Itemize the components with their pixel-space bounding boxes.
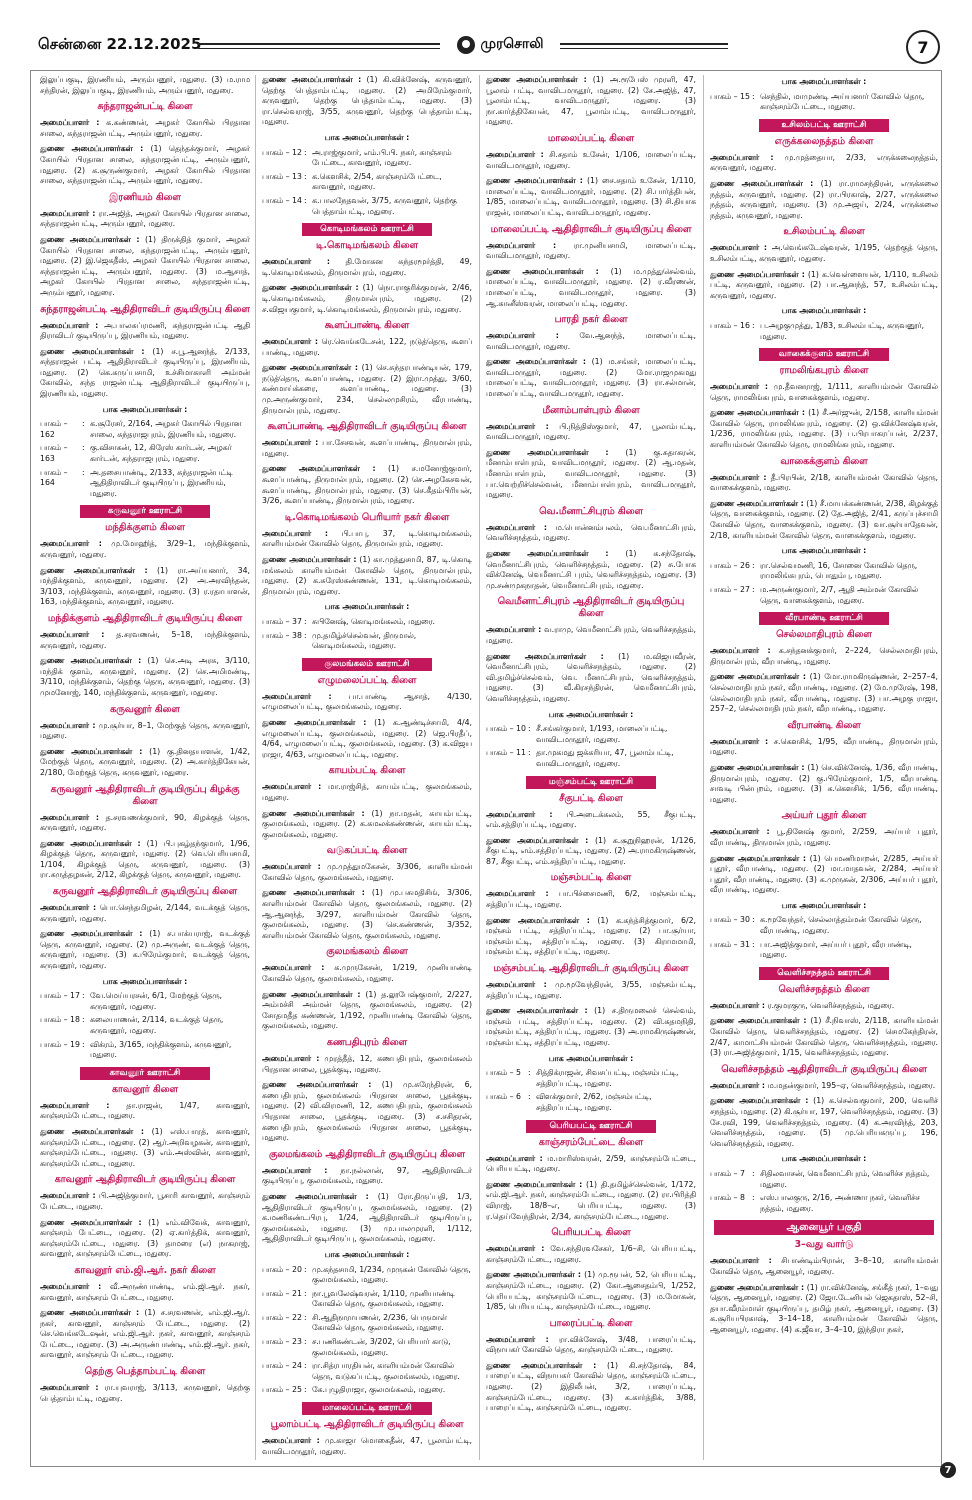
branch-heading: காயம்பட்டி கிளை <box>328 765 406 777</box>
branch-heading: சுந்தராஜன்பட்டி ஆதிதிராவிடர் குடியிருப்பு கிளை <box>40 303 250 315</box>
branch-heading: காவனூர் எம்.ஜி.ஆர். நகர் கிளை <box>74 1264 216 1276</box>
organizer-entry: அமைப்பாளர் : சி.சதாம் உசேன், 1/106, மாலைப்பட்டி, வாவிடமருதூர், மதுரை. <box>486 149 696 170</box>
branch-heading: வாகைக்குளம் கிளை <box>780 455 868 467</box>
branch-heading: மாலைப்பட்டி ஆதிதிராவிடர் குடியிருப்பு கிளை <box>490 223 692 235</box>
branch-heading: பூலாம்பட்டி ஆதிதிராவிடர் குடியிருப்பு கிளை <box>270 1419 464 1431</box>
assistant-entry: துணை அமைப்பாளர்கள் : (1) ம.முத்துசெல்வம், மாலைப்பட்டி, வாவிடமருதூர், மதுரை. (2) ர.வீரணன், மாலைப்பட்டி, வாவிடமருதூர், மதுரை. (3) ஆ.கானீஸ்வரன், மாலைப்பட்டி, மதுரை. <box>486 266 696 308</box>
organizer-entry: அமைப்பாளர் : மு.முத்தையா, 2/33, எருக்கலைநத்தம், கருவனூர், மதுரை. <box>710 152 938 173</box>
branch-heading: கருவனூர் ஆதிதிராவிடர் குடியிருப்பு கிளை <box>52 886 238 898</box>
panchayat-banner: வெளிச்சநத்தம் ஊராட்சி <box>759 967 889 980</box>
booth-row: பாகம் – 12 : அ.ராஜ்குமார், எம்.பி.பி. நகர், காஞ்சரம் பேட்டை, காவனூர், மதுரை. <box>262 147 452 168</box>
booth-heading: பாக அமைப்பாளர்கள் : <box>781 900 867 910</box>
branch-heading: மீனாம்பாள்புரம் கிளை <box>542 404 640 416</box>
booth-row: பாகம் – 8 : எஸ்.பாலகுரு, 2/16, அண்ணா நகர், வெளிச்ச நத்தம், மதுரை. <box>710 1193 920 1213</box>
organizer-entry: அமைப்பாளர் : வே.ஆனந்த், மாலைப்பட்டி, வாவிடமருதூர், மதுரை. <box>486 331 696 351</box>
branch-heading: மஞ்சம்பட்டி கிளை <box>550 872 632 884</box>
organizer-entry: அமைப்பாளர் : மு.தீவனராஜ், 1/111, காளியம்மன் கோவில் தெரு, ராமலிங்கபுரம், வாகைக்குளம், மதுரை. <box>710 382 938 402</box>
branch-heading: கணபதிபுரம் கிளை <box>326 1037 408 1048</box>
booth-row: பாகம் – 20 : மு.கந்தசாமி, 1/234, முருகன் கோவில் தெரு, குலமங்கலம், மதுரை. <box>262 1264 471 1285</box>
assistant-entry: துணை அமைப்பாளர்கள் : (1) கி.சந்தோஷ், 84, பாரைப்பட்டி, விநாயகர் கோவில் தெரு, காஞ்சரம்பேட்டை, மதுரை. (2) இதிலீபன், 3/2, பாரைப்பட்டி, காஞ்சரம்பேட்டை, மதுரை. (3) க.கார்த்திக், 3/88, பாரைப்பட்டி, காஞ்சரம்பேட்டை, மதுரை. <box>486 1360 696 1413</box>
assistant-entry: துணை அமைப்பாளர்கள் : (1) ச.பாக்யராஜ், வடக்குத் தெரு, கருவனூர், மதுரை. (2) மு.அருண், வடக்குத் தெரு, கருவனூர், மதுரை. (3) க.பிரேம்குமார், வடக்குத் தெரு, கருவனூர், மதுரை. <box>40 929 250 971</box>
organizer-entry: அமைப்பாளர் : மா.ராஜ்சித், காயம்பட்டி, குலமங்கலம், மதுரை. <box>262 782 472 802</box>
assistant-entry: துணை அமைப்பாளர்கள் : (1) நா.மதன், காயம்பட்டி, குலமங்கலம், மதுரை. (2) க.கமலக்கண்ணன், காயம்பட்டி, குலமங்கலம், மதுரை. <box>262 808 472 839</box>
assistant-entry: துணை அமைப்பாளர்கள் : (1) க.சூறுநிஹரன், 1/126, சீகுபட்டி, எம்.சத்திரப்பட்டி, மதுரை. (2) அ.ராமகிருஷ்ணன், 87, சீகுபட்டி, எம்.சத்திரப்பட்டி, மதுரை. <box>486 835 696 866</box>
organizer-entry: அமைப்பாளர் : பி.பாபு, 37, டி.கொடிமங்கலம், காளியம்மன் கோவில் தெரு, திருமால்புரம், மதுரை. <box>262 528 472 549</box>
assistant-entry: துணை அமைப்பாளர்கள் : (1) மோ.ராமகிருஷ்ணன், 2–257–4, செல்லமாதிபுரம் நகர், வீரபாண்டி, மதுரை. (2) மே.முரேஷ், 198, செல்லமாதிபுரம் நகர், வீரபாண்டி, மதுரை. (3) பா.அழகு ராஜா, 257–2, செல்லமாதிபுரம் நகர், வீரபாண்டி, மதுரை. <box>710 672 938 714</box>
assistant-entry: துணை அமைப்பாளர்கள் : (1) சை.சதாம் உசேன், 1/110, மாலைப்பட்டி, வாவிடமருதூர், மதுரை. (2) சி.பார்த்திபன், 1/85, மாலைப்பட்டி, வாவிடமருதூர், மதுரை. (3) சி.தியாக ராஜன், மாலைப்பட்டி, வாவிடமருதூர், மதுரை. <box>486 176 696 217</box>
organizer-entry: அமைப்பாளர் : தீ.பிரபின், 2/18, காளியம்மன் கோவில் தெரு, வாகைக்குளம், மதுரை. <box>710 472 938 493</box>
assistant-entry: துணை அமைப்பாளர்கள் : (1) ம.விஜயவீரன், வெமீனாட்சிபுரம், வெளிச்சநத்தம், மதுரை. (2) வி.தமிழ்ச்செல்வம், வெ. மீனாட்சிபுரம், வெளிச்சநத்தம், மதுரை. (3) வீ.கிரசந்திரன், வெமீனாட்சிபுரம், வெளிச்சநத்தம், மதுரை. <box>486 651 696 703</box>
branch-heading: மந்திக்குளம் கிளை <box>105 522 185 534</box>
assistant-entry: துணை அமைப்பாளர்கள் : (1) திருக்தித் குமார், அழகர் கோயில் பிரதான சாலை, சுந்தராஜன்பட்டி, அரும்பனூர், மதுரை. (2) இ.ஜெகதீஸ், அழகர் கோயில் பிரதான சாலை, சுந்தராஜன்பட்டி, அரும்பனூர், மதுரை. (3) ம.ஆசாத், அழகர் கோயில் பிரதான சாலை, சுந்தராஜன்பட்டி, அரும்பனூர், மதுரை. <box>40 234 250 297</box>
organizer-entry: அமைப்பாளர் : க.கண்ணன், அழகர் கோயில் பிரதான சாலை, சுந்தராஜன்பட்டி, அரும்பனூர், மதுரை. <box>40 118 250 138</box>
booth-heading: பாக அமைப்பாளர்கள் : <box>781 77 867 86</box>
assistant-entry: துணை அமைப்பாளர்கள் : (1) க.சந்தோஷ், வெமீனாட்சிபுரம், வெளிச்சநத்தம், மதுரை. (2) சு.போக விக்னேஷ், வெமீனாட்சி புரம், வெளிச்சநத்தம், மதுரை. (3) மு.சண்முகநாதன், வெமீனாட்சிபுரம், மதுரை. <box>486 549 696 590</box>
assistant-entry: துணை அமைப்பாளர்கள் : (1) க.வெள்ளையன், 1/110, உசிலம் பட்டி, கருவனூர், மதுரை. (2) பா.ஆனந்த், 57, உசிலம்பட்டி, கருவனூர், மதுரை. <box>710 269 938 300</box>
branch-heading: கூளப்பாண்டி கிளை <box>324 320 410 332</box>
branch-heading: வடுகப்பட்டி கிளை <box>326 845 408 857</box>
branch-heading: பாரதி நகர் கிளை <box>554 314 628 326</box>
header-date: சென்னை 22.12.2025 <box>38 35 202 53</box>
branch-heading: இரணியம் கிளை <box>109 191 181 203</box>
booth-heading: பாக அமைப்பாளர்கள் : <box>781 546 867 556</box>
assistant-entry: துணை அமைப்பாளர்கள் : (1) கு.தினதயாளன், 1/42, மேற்குத் தெரு, கருவனூர், மதுரை. (2) அ.கார்த்திகேயன், 2/180, மேற்குத் தெரு, கருவனூர், மதுரை. <box>40 746 250 777</box>
booth-row: பாகம் – 15 : செந்தில், மாமுண்டி அய்யனார் கோவில் தெரு, காஞ்சரம்பேட்டை, மதுரை. <box>710 91 925 112</box>
column-2 <box>262 75 472 1460</box>
booth-heading: பாக அமைப்பாளர்கள் : <box>102 976 188 986</box>
panchayat-banner: உசிலம்பட்டி ஊராட்சி <box>759 119 889 132</box>
assistant-entry: துணை அமைப்பாளர்கள் : (1) கு.சுதாகரன், மீனாம்பாள்புரம், வாவிடமருதூர், மதுரை. (2) ஆ.மதன், மீனாம்பாள்புரம், வாவிடமருதூர், மதுரை. (3) பா.வெற்றிச்செல்வன், மீனாம்பாள்புரம், வாவிடமருதூர், மதுரை. <box>486 447 696 500</box>
assistant-entry: துணை அமைப்பாளர்கள் : (1) மு.சுரேந்திரன், 6, கணபதிபுரம், குலமங்கலம் பிரதான சாலை, பூதக்குடி, மதுரை. (2) வி.விரமணி, 12, கணபதிபுரம், குலமங்கலம் பிரதான சாலை, பூதக்குடி, மதுரை. (3) ச.சசிதரன், கணபதிபுரம், குலமங்கலம் பிரதான சாலை, பூதக்குடி, மதுரை. <box>262 1080 472 1143</box>
column-divider <box>479 75 480 1460</box>
organizer-entry: அமைப்பாளர் : க.முருகேசன், 1/219, முனியாண்டி கோவில் தெரு, குலமங்கலம், மதுரை. <box>262 963 472 984</box>
assistant-entry: துணை அமைப்பாளர்கள் : (1) ரா.விக்னேஷ், சங்கீத் நகர், 1–வது தெரு, ஆனையூர், மதுரை. (2) ஜோ.டேனியல் ஜெகதாஸ், 52–சி, தயா.வீரம்மாள் குடியிருப்பு, தமிழ் நகர், ஆனையூர், மதுரை. (3) க.சூரியபிரகாஷ், 3–14–18, காளியம்மன் கோவில் தெரு, ஆனையூர், மதுரை. (4) க.ஜீவா, 3–4–10, இந்திரா நகர், <box>710 1282 938 1334</box>
branch-heading: தெற்கு பெத்தாம்பட்டி கிளை <box>84 1366 206 1378</box>
paper-name: முரசொலி <box>480 36 544 52</box>
booth-row: பாகம் – 14 : க.பாலநேதவன், 3/75, கருவனூர், தெற்கு பெத்தாம்பட்டி, மதுரை. <box>262 195 457 216</box>
panchayat-banner: மஞ்சம்பட்டி ஊராட்சி <box>526 776 656 789</box>
booth-row: பாகம் – 11 : தா.முகமது ஜக்கரியா, 47, பூலாம்பட்டி, வாவிடமருதூர், மதுரை. <box>486 748 674 768</box>
assistant-entry: துணை அமைப்பாளர்கள் : (1) கா.முத்துசாமி, 87, டி.கொடி மங்கலம் காளியம்மன் கோவில் தெரு, திருமால்புரம், மதுரை. (2) க.சுரேஸ்கண்ணன், 131, டி.கொடிமங்கலம், திருமால்புரம், மதுரை. <box>262 555 472 596</box>
booth-row: பாகம் – 16 : ப.அழகுமுத்து, 1/83, உசிலம்பட்டி, கருவனூர், மதுரை. <box>710 320 925 341</box>
assistant-entry: துணை அமைப்பாளர்கள் : (1) சீ.அர்ஜுன், 2/158, காளியம்மன் கோவில் தெரு, ராமலிங்கபுரம், மதுரை. (2) ஒ.விக்னேஷ்வரன், 1/236, ராமலிங்கபுரம், மதுரை. (3) ப.பிரபாகரப்பன், 2/237, காளியம்மன் கோவில் தெரு, ராமலிங்கபுரம், மதுரை. <box>710 408 938 450</box>
organizer-entry: அமைப்பாளர் : வீ.அருண்பாண்டி, எம்.ஜி.ஆர். நகர், காவனூர், காஞ்சரம் பேட்டை, மதுரை. <box>40 1281 250 1302</box>
assistant-entry: துணை அமைப்பாளர்கள் : (1) எம்.விவேக், காவனூர், காஞ்சரம் பேட்டை, மதுரை. (2) ஏ.கார்த்திக், காவனூர், காஞ்சரம்பேட்டை, மதுரை. (3) தாமரை (எ) நாகராஜ், காவனூர், காஞ்சரம்பேட்டை, மதுரை. <box>40 1217 250 1259</box>
assistant-entry: துணை அமைப்பாளர்கள் : (1) ச.திருமலைச் செல்வம், மஞ்சம் பட்டி, சத்திரப்பட்டி, மதுரை. (2) வி.கதமநிதி, மஞ்சம்பட்டி, சத்திரப்பட்டி, மதுரை. (3) அ.ராமகிருஷ்ணன், மஞ்சம்பட்டி, சத்திரப்பட்டி, மதுரை. <box>486 1006 696 1047</box>
branch-heading: குலமங்கலம் கிளை <box>326 946 408 958</box>
branch-heading: வெ.மீனாட்சிபுரம் கிளை <box>539 505 643 517</box>
organizer-entry: அமைப்பாளர் : ரா.முனியசாமி, மாலைப்பட்டி, வாவிடமருதூர், மதுரை. <box>486 240 696 261</box>
assistant-entry: துணை அமைப்பாளர்கள் : (1) சீ.மாயக்கண்ணன், 2/38, கிழக்குத் தெரு, வாகைக்குளம், மதுரை. (2) தே.அஜித், 2/41, கருப்புச்சாமி கோவில் தெரு, வாகைக்குளம், மதுரை. (3) வா.சூர்யாதேவன், 2/18, காளியம்மன் கோவில் தெரு, வாகைக்குளம், மதுரை. <box>710 498 938 540</box>
branch-heading: காவனூர் கிளை <box>112 1083 178 1095</box>
organizer-entry: அமைப்பாளர் : பா.பிச்சைமணி, 6/2, மஞ்சம்பட்டி, சத்திரப்பட்டி, மதுரை. <box>486 889 696 910</box>
branch-heading: கூளப்பாண்டி ஆதிதிராவிடர் குடியிருப்பு கிளை <box>267 421 467 433</box>
assistant-entry: துணை அமைப்பாளர்கள் : (1) தெந்தக்குமார், அழகர் கோயில் பிரதான சாலை, சுந்தராஜன்பட்டி, அரும்பனூர், மதுரை. (2) க.சூருண்குமார், அழகர் கோயில் பிரதான சாலை, சுந்தராஜன்பட்டி, அரும்பனூர், மதுரை. <box>40 144 250 186</box>
branch-heading: கருவனூர் ஆதிதிராவிடர் குடியிருப்பு கிழக்கு கிளை <box>50 783 240 807</box>
branch-heading: வெளிச்சநத்தம் ஆதிதிராவிடர் குடியிருப்பு கிளை <box>721 1063 927 1075</box>
rising-sun-logo-icon <box>457 36 475 54</box>
assistant-entry: துணை அமைப்பாளர்கள் : (1) கி.விக்னேஷ், கருவனூர், தெற்கு பெத்தாம்பட்டி, மதுரை. (2) அமிரேம்குமார், கருவனூர், தெற்கு பெத்தாம்பட்டி, மதுரை. (3) ரா.செல்வராஜ், 3/55, கருவனூர், தெற்கு பெத்தாம்பட்டி, மதுரை. <box>262 75 472 127</box>
organizer-entry: அமைப்பாளர் : பூ.தினேஷ் குமார், 2/259, அய்யர் புதூர், வீரபாண்டி, திருமால்புரம், மதுரை. <box>710 827 938 847</box>
booth-row: பாகம் – 5 : சித்திக்ராஜன், சிவசப்பட்டி, மஞ்சம்பட்டி, சத்திரப்பட்டி, மதுரை. <box>486 1068 679 1088</box>
branch-heading: உசிலம்பட்டி கிளை <box>783 226 865 238</box>
branch-heading: மாலைப்பட்டி கிளை <box>547 132 635 144</box>
booth-row: பாகம் – 10 : சீ.சங்கர்குமார், 1/193, மாலைப்பட்டி, வாவிடமருதூர், மதுரை. <box>486 724 668 744</box>
branch-heading: ராமலிங்கபுரம் கிளை <box>779 365 869 377</box>
booth-heading: பாக அமைப்பாளர்கள் : <box>548 1053 634 1063</box>
panchayat-banner: மாலைப்பட்டி ஊராட்சி <box>302 1402 432 1415</box>
booth-row: பாகம் – 23 : ச.பணிகண்டன், 3/202, பெரியார் காடு, குலமங்கலம், மதுரை. <box>262 1337 451 1357</box>
column-divider <box>703 75 704 1460</box>
page-number-badge: 7 <box>906 30 940 64</box>
branch-heading: வெளிச்சநத்தம் கிளை <box>778 983 870 995</box>
assistant-entry: துணை அமைப்பாளர்கள் : (1) ச.சரவணன், எம்.ஜி.ஆர். நகர், காவனூர், காஞ்சரம் பேட்டை, மதுரை. (2) செ.வெங்கடேஷன், எம்.ஜி.ஆர். நகர், காவனூர், காஞ்சரம் பேட்டை, மதுரை. (3) அ.அருண்பாண்டி, எம்.ஜி.ஆர். நகர், காவனூர், காஞ்சரம் பேட்டை, மதுரை. <box>40 1308 250 1360</box>
assistant-entry: துணை அமைப்பாளர்கள் : (1) ச.மனோஜ்குமார், கூளப்பாண்டி, திருமால்புரம், மதுரை. (2) செ.அழகேசவன், கூளப்பாண்டி, திருமால்புரம், மதுரை. (3) செ.கீதம்பிரியன், 3/26, கூளப்பாண்டி, திருமால்புரம், மதுரை. <box>262 464 472 506</box>
assistant-entry: துணை அமைப்பாளர்கள் : (1) த.லூபேஷ்குமார், 2/227, அம்மச்சி அம்மன் தெரு, குலமங்கலம், மதுரை. (2) சோதமதீத கண்ணன், 1/192, முனியாண்டி கோவில் தெரு, குலமங்கலம், மதுரை. <box>262 989 472 1031</box>
organizer-entry: அமைப்பாளர் : மு.மூவேந்திரன், 3/55, மஞ்சம்பட்டி, சத்திரப்பட்டி, மதுரை. <box>486 980 696 1000</box>
booth-row: பாகம் – 18 : கலையாணன், 2/114, வடக்குத் தெரு, கருவனூர், மதுரை. <box>40 1015 224 1035</box>
assistant-entry: துணை அமைப்பாளர்கள் : (1) ரா.ராமசந்திரன், எருக்கலை நத்தம், கருவனூர், மதுரை. (2) ரா.பிரகாஷ், 2/27, எருக்கலை நத்தம், கருவனூர், மதுரை. (3) மு.அஜய், 2/24, எருக்கலை நத்தம், கருவனூர், மதுரை. <box>710 178 938 220</box>
organizer-entry: அமைப்பாளர் : பொ.செந்தமிழன், 2/144, வடக்குத் தெரு, கருவனூர், மதுரை. <box>40 903 250 923</box>
booth-row: பாகம் – 13 : க.கெளசிக், 2/54, காஞ்சரம்பேட்டை, காவனூர், மதுரை. <box>262 171 442 192</box>
assistant-entry: துணை அமைப்பாளர்கள் : (1) மு.பசுமதிசிங், 3/306, காளியம்மன் கோவில் தெரு, குலமங்கலம், மதுரை. (2) ஆ.ஆனந்த், 3/297, காளியம்மன் கோவில் தெரு, குலமங்கலம், மதுரை. (3) செ.கண்ணன், 3/352, காளியம்மன் கோவில் தெரு, குலமங்கலம், மதுரை. <box>262 888 472 940</box>
booth-row: பாகம் – 27 : ம.அருண்குமார், 2/7, ஆதி அம்மன் கோவில் தெரு, வாகைக்குளம், மதுரை. <box>710 585 919 605</box>
column-1 <box>40 75 250 1460</box>
assistant-entry: துணை அமைப்பாளர்கள் : (1) ம.சங்கர், மாலைப்பட்டி, வாவிடமருதூர், மதுரை. (2) மோ.ராஜமுகமது மாலைப்பட்டி, வாவிடமருதூர், மதுரை. (3) ரா.சல்மான், மாலைப்பட்டி, வாவிடமருதூர், மதுரை. <box>486 357 696 399</box>
booth-heading: பாக அமைப்பாளர்கள் : <box>548 709 634 719</box>
organizer-entry: அமைப்பாளர் : பி.அஜித்குமார், பூசாரி காவனூர், காஞ்சரம் பேட்டை, மதுரை. <box>40 1191 250 1211</box>
assistant-entry: துணை அமைப்பாளர்கள் : (1) அ.ரூபேஸ் முரளி, 47, பூலாம் பட்டி, வாவிடமருதூர், மதுரை. (2) சே.அஜித், 47, பூலாம்பட்டி, வாவிடமருதூர், மதுரை. (3) நா.கார்த்திகேயன், 47, பூலாம்பட்டி, வாவிடமருதூர், மதுரை. <box>486 75 696 127</box>
booth-row: பாகம் – 7 : சிதிலவாசன், வெமீனாட்சிபுரம், வெளிச்ச நத்தம், மதுரை. <box>710 1168 930 1189</box>
column-4 <box>710 75 938 1460</box>
assistant-entry: துணை அமைப்பாளர்கள் : (1) பெமணிமாறன், 2/285, அய்யர் புதூர், வீரபாண்டி, மதுரை. (2) மா.மாதவன், 2/284, அய்யர் புதூர், வீரபாண்டி, மதுரை. (3) க.முருகன், 2/306, அய்யர் புதூர், வீரபாண்டி, மதுரை. <box>710 853 938 895</box>
organizer-entry: அமைப்பாளர் : ம.மதன்குமார், 195–ஏ, வெளிச்சநத்தம், மதுரை. <box>710 1080 936 1090</box>
organizer-entry: அமைப்பாளர் : சிபாண்டிம்பிரான், 3–8–10, காளியம்மன் கோவில் தெரு, ஆனையூர், மதுரை. <box>710 1256 938 1276</box>
organizer-entry: அமைப்பாளர் : முரத்தீத், 12, கணபதிபுரம், குலமங்கலம் பிரதான சாலை, பூதக்குடி, மதுரை. <box>262 1054 472 1074</box>
ward-heading: 3–வது வார்டு <box>794 1239 854 1251</box>
branch-heading: வீரபாண்டி கிளை <box>787 719 861 731</box>
booth-row: பாகம் – 6 : விளக்குமார், 2/62, மஞ்சம்பட்டி, சத்திரப்பட்டி, மதுரை. <box>486 1092 652 1112</box>
panchayat-banner: பெரியபட்டி ஊராட்சி <box>526 1120 656 1133</box>
booth-heading: பாக அமைப்பாளர்கள் : <box>324 132 410 142</box>
organizer-entry: அமைப்பாளர் : ரா.விக்னேஷ், 3/48, பாரைப்பட்டி, விநாயகர் கோவில் தெரு, காஞ்சரம்பேட்டை, மதுரை. <box>486 1334 696 1355</box>
assistant-entry: துணை அமைப்பாளர்கள் : (1) செ.விக்னேஷ், 1/36, வீரபாண்டி, திருமால்புரம், மதுரை. (2) கு.பிரேம்குமார், 1/5, வீரபாண்டி சாவடி பின்புறம், மதுரை. (3) க.கௌசிக், 1/56, வீரபாண்டி, மதுரை. <box>710 762 938 804</box>
assistant-entry: துணை அமைப்பாளர்கள் : (1) நொ.ராகுரிக்குமரன், 2/46, டி.கொடிமங்கலம், திருமால்புரம், மதுரை. (2) ச.விஜயகுமார், டி.கொடிமங்கலம், திருமால்புரம், மதுரை. <box>262 283 472 314</box>
organizer-entry: அமைப்பாளர் : மு.மோஹித், 3/29–1, மந்திக்குளம், கருவனூர், மதுரை. <box>40 539 250 559</box>
organizer-entry: அமைப்பாளர் : தா.ராஜன், 1/47, காவனூர், காஞ்சரம்பேட்டை, மதுரை. <box>40 1100 250 1121</box>
branch-heading: வெமீனாட்சிபுரம் ஆதிதிராவிடர் குடியிருப்பு கிளை <box>497 596 685 620</box>
masthead <box>440 32 560 58</box>
assistant-entry: துணை அமைப்பாளர்கள் : (1) மு.ரூபன், 52, பெரியபட்டி, காஞ்சரம்பேட்டை, மதுரை. (2) கோ.ஆசைதம்பி, 1/252, பெரியபட்டி, காஞ்சரம்பேட்டை, மதுரை. (3) ம.மோகன், 1/85, பெரியபட்டி, காஞ்சரம்பேட்டை, மதுரை. <box>486 1270 696 1312</box>
branch-heading: காவனூர் ஆதிதிராவிடர் குடியிருப்பு கிளை <box>54 1174 236 1186</box>
booth-row: பாகம் – 24 : ரா.சித்ரபாரதியன், காளியம்மன் கோவில் தெரு, வடுகப்பட்டி, குலமங்கலம், மதுரை. <box>262 1361 460 1381</box>
assistant-entry: துணை அமைப்பாளர்கள் : (1) தி.தமிழ்ச்செல்வன், 1/172, எம்.ஜி.ஆர். நகர், காஞ்சரம்பேட்டை, மதுரை. (2) ரா.பிரித்தி விராஜ், 18/8–எ, பெரியபட்டி, மதுரை. (3) ர.தெய்வேந்திரன், 2/34, காஞ்சரம்பேட்டை, மதுரை. <box>486 1179 696 1221</box>
booth-row: பாகம் – 30 : க.மூவேந்தர், செல்லாத்தம்மன் கோவில் தெரு, வீரபாண்டி, மதுரை. <box>710 915 922 936</box>
organizer-entry: அமைப்பாளர் : ர.குமரகுரு, வெளிச்சநத்தம், மதுரை. <box>710 1000 895 1010</box>
organizer-entry: அமைப்பாளர் : அ.பாலசுப்ரமணி, சுந்தராஜன்பட்டி ஆதி திராவிடர் குடியிருப்பு, இரணியம், மதுரை. <box>40 320 250 341</box>
organizer-entry: அமைப்பாளர் : ச.கௌசிக், 1/95, வீரபாண்டி, திருமால்புரம், மதுரை. <box>710 736 938 757</box>
organizer-entry: அமைப்பாளர் : மு.காஜா மொகைதீன், 47, பூலாம்பட்டி, வாவிடமருதூர், மதுரை. <box>262 1436 472 1456</box>
organizer-entry: அமைப்பாளர் : ரா.யுவராஜ், 3/113, கருவனூர், தெற்கு பெத்தாம்பட்டி, மதுரை. <box>40 1383 250 1403</box>
branch-heading: எழுமலைப்பட்டி கிளை <box>317 674 417 686</box>
panchayat-banner: வாகைக்குளம் ஊராட்சி <box>759 348 889 361</box>
branch-heading: பாரைப்பட்டி கிளை <box>549 1317 633 1329</box>
page-header <box>0 0 972 70</box>
branch-heading: மஞ்சம்பட்டி ஆதிதிராவிடர் குடியிருப்பு கிளை <box>493 963 689 975</box>
booth-row: பாகம் – 17 : வே.மெய்யரசன், 6/1, மேற்குத் தெரு, கருவனூர், மதுரை. <box>40 991 222 1011</box>
branch-heading: குலமங்கலம் ஆதிதிராவிடர் குடியிருப்பு கிளை <box>269 1148 465 1160</box>
booth-row: பாகம் – 38 : மு.தமிழ்ச்செல்வன், திருமால், கொடிமங்கலம், மதுரை. <box>262 630 417 651</box>
branch-heading: அய்யர் புதூர் கிளை <box>781 810 867 822</box>
organizer-entry: அமைப்பாளர் : பி.நித்திஸ்குமார், 47, பூலாம்பட்டி, வாவிடமருதூர், மதுரை. <box>486 421 696 442</box>
organizer-entry: அமைப்பாளர் : நா.நல்லான், 97, ஆதிதிராவிடர் குடியிருப்பு, குலமங்கலம், மதுரை. <box>262 1165 472 1186</box>
assistant-entry: துணை அமைப்பாளர்கள் : (1) ச.பூ.ஆனந்த், 2/133, சுந்தராஜன் பட்டி ஆதிதிராவிடர் குடியிருப்பு, இரணியம், மதுரை. (2) கெ.கருப்பசாமி, உச்சிமாகாளி அம்மன் கோவில், சுந்த ராஜன்பட்டி ஆதிதிராவிடர் குடியிருப்பு, இரணியம், மதுரை. <box>40 346 250 399</box>
panchayat-banner: வீரபாண்டி ஊராட்சி <box>759 612 889 625</box>
organizer-entry: அமைப்பாளர் : க.சந்தனக்குமார், 2–224, செல்லமாதிபுரம், திருமால்புரம், வீரபாண்டி, மதுரை. <box>710 646 938 666</box>
booth-heading: பாக அமைப்பாளர்கள் : <box>781 306 867 316</box>
organizer-entry: அமைப்பாளர் : மு.முத்துமகேசன், 3/306, காளியம்மன் கோவில் தெரு, குலமங்கலம், மதுரை. <box>262 862 472 882</box>
organizer-entry: அமைப்பாளர் : த.சரவணன், 5–18, மந்திக்குளம், கருவனூர், மதுரை. <box>40 629 250 650</box>
branch-heading: மந்திக்குளம் ஆதிதிராவிடர் குடியிருப்பு கிளை <box>47 612 243 624</box>
organizer-entry: அமைப்பாளர் : பா.பாண்டி ஆசாத், 4/130, எழுமலைப்பட்டி, குலமங்கலம், மதுரை. <box>262 691 472 712</box>
organizer-entry: அமைப்பாளர் : வே.சந்திரவசேகர், 1/6–சி, பெரியபட்டி, காஞ்சரம்பேட்டை, மதுரை. <box>486 1244 696 1264</box>
organizer-entry: அமைப்பாளர் : ரா.அஜித், அழகர் கோயில் பிரதான சாலை, சுந்தராஜன்பட்டி, அரும்பனூர், மதுரை. <box>40 208 250 229</box>
booth-row: பாகம் – 162 : க.சூரேசர், 2/164, அழகர் கோயில் பிரதான சாலை, சுந்தராஜபுரம், இரணியம், மதுரை. <box>40 419 242 439</box>
assistant-entry: துணை அமைப்பாளர்கள் : (1) செ.சுந்தரபாண்டியன், 179, நடுத்தெரு, கூளப்பாண்டி, மதுரை. (2) இரா.முத்து, 3/60, கண்மாய்க்கரை, கூளப்பாண்டி, மதுரை. (3) மு.அருண்குமார், 234, செல்லமுசிரம், வீரபாண்டி, திருமால்புரம், மதுரை. <box>262 363 472 415</box>
branch-heading: சீகுபட்டி கிளை <box>559 792 623 804</box>
booth-heading: பாக அமைப்பாளர்கள் : <box>781 1154 867 1164</box>
booth-heading: பாக அமைப்பாளர்கள் : <box>102 404 188 414</box>
booth-row: பாகம் – 31 : பா.அஜித்குமார், அய்யர் புதூர், வீரபாண்டி, மதுரை. <box>710 939 912 960</box>
booth-row: பாகம் – 22 : சி.ஆதிநாராயணன், 2/236, பெருமாள் கோவில் தெரு, குலமங்கலம், மதுரை. <box>262 1312 448 1333</box>
booth-heading: பாக அமைப்பாளர்கள் : <box>324 1249 410 1259</box>
panchayat-banner: கருவனூர் ஊராட்சி <box>80 505 210 518</box>
organizer-entry: அமைப்பாளர் : ரெ.வெங்கடேசன், 122, நடுத்தெரு, கூளப் பாண்டி, மதுரை. <box>262 337 472 357</box>
branch-heading: சுந்தராஜன்பட்டி கிளை <box>97 101 193 113</box>
organizer-entry: அமைப்பாளர் : பி.அடைக்கலம், 55, சீகுபட்டி, எம்.சத்திரப்பட்டி, மதுரை. <box>486 809 696 830</box>
assistant-entry: துணை அமைப்பாளர்கள் : (1) பி.புகழ்தந்குமார், 1/96, கிழக்குத் தெரு, கருவனூர், மதுரை. (2) வெ.பெரியசாமி, 1/104, கிழக்குத் தெரு, கருவனூர், மதுரை. (3) ரா.கருத்தழகன், 2/12, கிழக்குத் தெரு, கருவனூர், மதுரை. <box>40 838 250 880</box>
organizer-entry: அமைப்பாளர் : அ.வெங்கடேஷ்வரன், 1/195, தெற்குத் தெரு, உசிலம்பட்டி, கருவனூர், மதுரை. <box>710 243 938 263</box>
panchayat-banner: கொடிமங்கலம் ஊராட்சி <box>302 223 432 236</box>
organizer-entry: அமைப்பாளர் : பா.சேசவன், கூளப்பாண்டி, திருமால்புரம், மதுரை. <box>262 438 472 458</box>
booth-row: பாகம் – 163 : கு.விசாகன், 12, கிரேஸ் கார்டன், அழகர் கார்டன், சுந்தராஜபுரம், மதுரை. <box>40 443 232 464</box>
branch-heading: காஞ்சரம்பேட்டை கிளை <box>538 1136 644 1148</box>
assistant-entry: துணை அமைப்பாளர்கள் : (1) ரா.அய்யனார், 34, மந்திக்குளம், கருவனூர், மதுரை. (2) அ.அரவிந்தன், 3/103, மந்திக்குளம், கருவனூர், மதுரை. (3) ர.ரதாபாளன், 163, மந்திக்குளம், கருவனூர், மதுரை. <box>40 565 250 607</box>
branch-heading: டி.கொடிமங்கலம் கிளை <box>315 240 419 252</box>
assistant-entry: துணை அமைப்பாளர்கள் : (1) சீ.நிவாஸ், 2/118, காளியம்மன் கோவில் தெரு, வெளிச்சநத்தம், மதுரை. (2) செமகேந்திரன், 2/47, காமாட்சியம்மன் கோவில் தெரு, வெளிச்சநத்தம், மதுரை. (3) ரா.அஜித்குமார், 1/15, வெளிச்சநத்தம், மதுரை. <box>710 1016 938 1058</box>
booth-heading: பாக அமைப்பாளர்கள் : <box>324 602 410 612</box>
organizer-entry: அமைப்பாளர் : வ.ராமு, வெமீனாட்சிபுரம், வெளிச்சநத்தம், மதுரை. <box>486 625 696 645</box>
column-3 <box>486 75 696 1460</box>
branch-heading: பெரியபட்டி கிளை <box>551 1227 631 1239</box>
panchayat-banner: குலமங்கலம் ஊராட்சி <box>302 658 432 671</box>
assistant-entry: துணை அமைப்பாளர்கள் : (1) க.கந்த்சித்குமார், 6/2, மஞ்சம் பட்டி, சத்திரப்பட்டி, மதுரை. (2) பா.சூர்யா, மஞ்சம்பட்டி, சத்திரப்பட்டி, மதுரை. (3) கிராமமாமி, மஞ்சம்பட்டி, சத்திரப்பட்டி, மதுரை. <box>486 915 696 957</box>
panchayat-banner: காவனூர் ஊராட்சி <box>80 1067 210 1080</box>
assistant-entry: துணை அமைப்பாளர்கள் : (1) செ.அடி அரசு, 3/110, மந்திக் குளம், கருவனூர், மதுரை. (2) செ.அமிமண்டி, 3/110, மந்திக்குளம், தெற்கு தெரு, கருவனூர், மதுரை. (3) முமனோஜ், 140, மந்திக்குளம், கருவனூர், மதுரை. <box>40 656 250 697</box>
organizer-entry: அமைப்பாளர் : த.சரவணக்குமார், 90, கிழக்குத் தெரு, கருவனூர், மதுரை. <box>40 812 250 833</box>
organizer-entry: அமைப்பாளர் : ம.மாரிஸ்வரன், 2/59, காஞ்சரம்பேட்டை, பெரியபட்டி, மதுரை. <box>486 1153 696 1174</box>
booth-row: பாகம் – 19 : விக்ரம், 3/165, மந்திக்குளம், கருவனூர், மதுரை. <box>40 1039 232 1060</box>
booth-row: பாகம் – 164 : அ.தசையாண்டி, 2/133, சுந்தராஜன்பட்டி ஆதிதிராவிடர் குடியிருப்பு, இரணியம், மதுரை. <box>40 467 233 498</box>
assistant-entry: துணை அமைப்பாளர்கள் : (1) க.செல்வகுமார், 200, வெளிச் சநத்தம், மதுரை. (2) கி.சூர்யா, 197, வெளிச்சநத்தம், மதுரை. (3) சே.ரவி, 199, வெளிச்சநத்தம், மதுரை. (4) க.அரவிந்த், 203, வெளிச்சநத்தம், மதுரை. (5) மு.பெரியகருப்பு, 196, வெளிச்சநத்தம், மதுரை. <box>710 1096 938 1148</box>
footer-page-number: 7 <box>940 1462 956 1478</box>
assistant-entry: துணை அமைப்பாளர்கள் : (1) க.ஆண்டிச்சாமி, 4/4, எழுமலைப்பட்டி, குலமங்கலம், மதுரை. (2) ஜெ.பிரதீப், 4/64, எழுமலைப்பட்டி, குலமங்கலம், மதுரை. (3) க.விஜய ராஜா, 4/63, எழுமலைப்பட்டி, மதுரை. <box>262 717 472 759</box>
assistant-entry: துணை அமைப்பாளர்கள் : (1) எஸ்.பாரத், காவனூர், காஞ்சரம்பேட்டை, மதுரை. (2) ஆர்.அறிவழகன், காவனூர், காஞ்சரம்பேட்டை, மதுரை. (3) எம்.அஸ்வின், காவனூர், காஞ்சரம்பேட்டை, மதுரை. <box>40 1126 250 1168</box>
branch-heading: எருக்கலைநத்தம் கிளை <box>774 135 874 147</box>
organizer-entry: அமைப்பாளர் : தி.மோகன சுந்தரமூர்த்தி, 49, டி.கொடிமங்கலம், திருமால்புரம், மதுரை. <box>262 257 472 277</box>
booth-row: பாகம் – 37 : சுபினேஷ், கொடிமங்கலம், மதுரை. <box>262 616 436 626</box>
branch-heading: செல்லமாதிபுரம் கிளை <box>776 629 872 641</box>
assistant-entry: துணை அமைப்பாளர்கள் : (1) ரோ.திருப்பதி, 1/3, ஆதிதிராவிடர் குடியிருப்பு, குலமங்கலம், மதுரை. (2) க.மணிகண்டபிரபு, 1/24, ஆதிதிராவிடர் குடியிருப்பு, குலமங்கலம், மதுரை. (3) மு.பாலமுரளி, 1/112, ஆதிதிராவிடர் குடியிருப்பு, குலமங்கலம், மதுரை. <box>262 1191 472 1244</box>
booth-row: பாகம் – 26 : ரா.செல்வமணி, 16, சோனை கோவில் தெரு, ராமலிங்கபுரம், பொதும்பு, மதுரை. <box>710 560 918 581</box>
branch-heading: டி.கொடிமங்கலம் பெரியார் நகர் கிளை <box>284 511 450 523</box>
paragraph: இலுப்பகுடி, இரணியம், அரும்பனூர், மதுரை. (3) ம.ராம சந்திரன், இலுப்பகுடி, இரணியம், அரும்பனூர், மதுரை. <box>40 75 250 95</box>
booth-row: பாகம் – 21 : நா.பூவலேஷ்வரன், 1/110, முனியாண்டி கோவில் தெரு, குலமங்கலம், மதுரை. <box>262 1288 455 1309</box>
organizer-entry: அமைப்பாளர் : மு.சூர்யா, 8–1, மேற்குத் தெரு, கருவனூர், மதுரை. <box>40 720 250 741</box>
column-divider <box>255 75 256 1460</box>
branch-heading: கருவனூர் கிளை <box>110 703 180 715</box>
organizer-entry: அமைப்பாளர் : ம.பொன்னம்பலம், வெ.மீனாட்சிபுரம், வெளிச்சநத்தம், மதுரை. <box>486 522 696 543</box>
booth-row: பாகம் – 25 : கே.புழுதிராஜா, குலமங்கலம், மதுரை. <box>262 1385 446 1395</box>
area-banner: ஆனையூர் பகுதி <box>714 1220 934 1235</box>
